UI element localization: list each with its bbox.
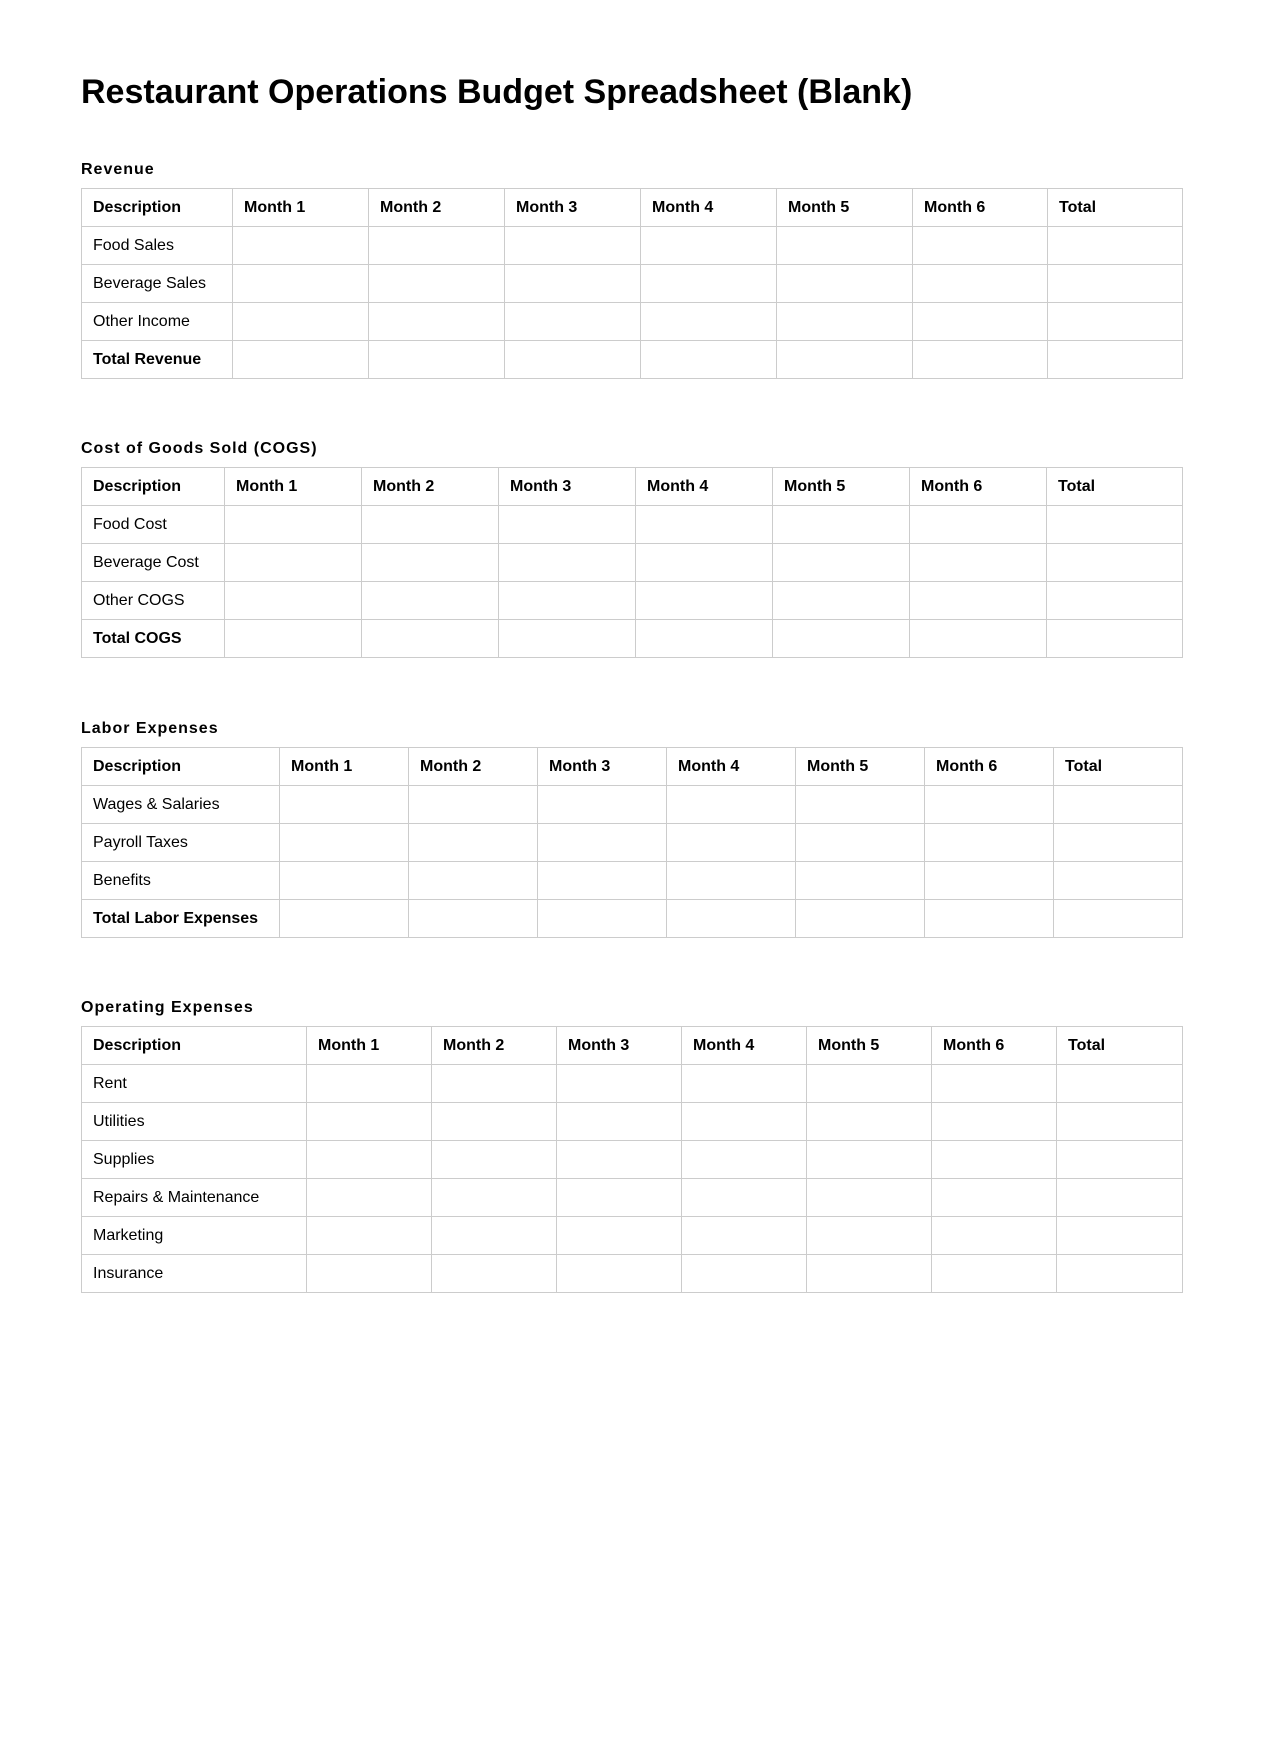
row-label-total: Total Revenue bbox=[82, 341, 233, 379]
column-header-month-2: Month 2 bbox=[362, 468, 499, 506]
column-header-month-3: Month 3 bbox=[499, 468, 636, 506]
row-label: Payroll Taxes bbox=[82, 824, 280, 862]
cell-month-5[interactable] bbox=[796, 786, 925, 824]
cell-month-5[interactable] bbox=[796, 862, 925, 900]
column-header-month-2: Month 2 bbox=[369, 189, 505, 227]
cell-total[interactable] bbox=[1057, 1255, 1183, 1293]
row-label: Supplies bbox=[82, 1141, 307, 1179]
cell-total[interactable] bbox=[1047, 620, 1183, 658]
row-label: Other COGS bbox=[82, 582, 225, 620]
cell-month-4[interactable] bbox=[641, 341, 777, 379]
cell-month-6[interactable] bbox=[925, 862, 1054, 900]
revenue-table bbox=[81, 188, 1183, 379]
page-title: Restaurant Operations Budget Spreadsheet (Blank) bbox=[81, 73, 913, 111]
cell-month-2[interactable] bbox=[409, 786, 538, 824]
column-header-month-6: Month 6 bbox=[910, 468, 1047, 506]
table-row bbox=[82, 1141, 1183, 1179]
column-header-month-5: Month 5 bbox=[777, 189, 913, 227]
cell-month-5[interactable] bbox=[777, 303, 913, 341]
table-row bbox=[82, 862, 1183, 900]
cell-month-1[interactable] bbox=[225, 620, 362, 658]
cell-month-1[interactable] bbox=[280, 900, 409, 938]
column-header-description: Description bbox=[82, 1027, 307, 1065]
row-label-total: Total Labor Expenses bbox=[82, 900, 280, 938]
cell-month-2[interactable] bbox=[409, 900, 538, 938]
cell-month-5[interactable] bbox=[807, 1141, 932, 1179]
cell-month-1[interactable] bbox=[307, 1065, 432, 1103]
cell-month-5[interactable] bbox=[777, 341, 913, 379]
cell-month-5[interactable] bbox=[773, 620, 910, 658]
cell-month-2[interactable] bbox=[432, 1103, 557, 1141]
labor-heading: Labor Expenses bbox=[81, 720, 219, 737]
cell-month-4[interactable] bbox=[636, 582, 773, 620]
cell-month-4[interactable] bbox=[636, 620, 773, 658]
cell-month-3[interactable] bbox=[538, 862, 667, 900]
operating-table bbox=[81, 1026, 1183, 1293]
cell-month-6[interactable] bbox=[913, 303, 1048, 341]
row-label: Rent bbox=[82, 1065, 307, 1103]
column-header-month-4: Month 4 bbox=[641, 189, 777, 227]
revenue-rows bbox=[82, 227, 1183, 379]
cell-month-1[interactable] bbox=[307, 1217, 432, 1255]
cell-month-5[interactable] bbox=[777, 227, 913, 265]
column-header-description: Description bbox=[82, 748, 280, 786]
row-label: Beverage Sales bbox=[82, 265, 233, 303]
cell-month-2[interactable] bbox=[432, 1141, 557, 1179]
cell-month-5[interactable] bbox=[807, 1103, 932, 1141]
operating-heading: Operating Expenses bbox=[81, 999, 254, 1016]
cell-month-4[interactable] bbox=[641, 227, 777, 265]
cell-month-6[interactable] bbox=[910, 506, 1047, 544]
column-header-month-2: Month 2 bbox=[409, 748, 538, 786]
cell-total[interactable] bbox=[1047, 506, 1183, 544]
row-label: Insurance bbox=[82, 1255, 307, 1293]
column-header-description: Description bbox=[82, 189, 233, 227]
cell-month-6[interactable] bbox=[913, 227, 1048, 265]
cell-month-3[interactable] bbox=[505, 227, 641, 265]
column-header-total: Total bbox=[1057, 1027, 1183, 1065]
cell-month-2[interactable] bbox=[432, 1065, 557, 1103]
cell-month-4[interactable] bbox=[682, 1065, 807, 1103]
cell-month-1[interactable] bbox=[280, 786, 409, 824]
cell-month-4[interactable] bbox=[682, 1141, 807, 1179]
cell-month-6[interactable] bbox=[913, 341, 1048, 379]
column-header-total: Total bbox=[1048, 189, 1183, 227]
cell-month-1[interactable] bbox=[280, 824, 409, 862]
cell-month-5[interactable] bbox=[777, 265, 913, 303]
cell-month-2[interactable] bbox=[369, 265, 505, 303]
column-header-month-1: Month 1 bbox=[307, 1027, 432, 1065]
cell-month-6[interactable] bbox=[910, 544, 1047, 582]
column-header-month-3: Month 3 bbox=[538, 748, 667, 786]
table-header-row bbox=[82, 468, 1183, 506]
row-label: Wages & Salaries bbox=[82, 786, 280, 824]
cell-month-1[interactable] bbox=[225, 544, 362, 582]
table-row bbox=[82, 506, 1183, 544]
cell-month-1[interactable] bbox=[307, 1255, 432, 1293]
cell-month-2[interactable] bbox=[362, 620, 499, 658]
table-row bbox=[82, 582, 1183, 620]
table-row bbox=[82, 544, 1183, 582]
cell-month-1[interactable] bbox=[225, 506, 362, 544]
cell-month-6[interactable] bbox=[932, 1065, 1057, 1103]
cell-month-3[interactable] bbox=[557, 1217, 682, 1255]
cell-month-2[interactable] bbox=[409, 824, 538, 862]
cell-month-4[interactable] bbox=[682, 1217, 807, 1255]
cell-month-1[interactable] bbox=[307, 1103, 432, 1141]
cell-month-2[interactable] bbox=[432, 1179, 557, 1217]
cell-total[interactable] bbox=[1057, 1217, 1183, 1255]
cell-month-6[interactable] bbox=[932, 1179, 1057, 1217]
table-row bbox=[82, 265, 1183, 303]
cell-month-5[interactable] bbox=[796, 824, 925, 862]
cell-month-4[interactable] bbox=[636, 544, 773, 582]
table-header-row bbox=[82, 1027, 1183, 1065]
cell-month-4[interactable] bbox=[682, 1255, 807, 1293]
cell-month-5[interactable] bbox=[773, 582, 910, 620]
table-row bbox=[82, 824, 1183, 862]
column-header-month-3: Month 3 bbox=[557, 1027, 682, 1065]
cell-month-4[interactable] bbox=[667, 862, 796, 900]
column-header-month-1: Month 1 bbox=[280, 748, 409, 786]
table-row bbox=[82, 1065, 1183, 1103]
cell-month-1[interactable] bbox=[233, 227, 369, 265]
column-header-month-5: Month 5 bbox=[773, 468, 910, 506]
cogs-table bbox=[81, 467, 1183, 658]
column-header-month-4: Month 4 bbox=[682, 1027, 807, 1065]
cell-month-1[interactable] bbox=[233, 265, 369, 303]
column-header-month-1: Month 1 bbox=[233, 189, 369, 227]
column-header-total: Total bbox=[1047, 468, 1183, 506]
row-label: Beverage Cost bbox=[82, 544, 225, 582]
cogs-heading: Cost of Goods Sold (COGS) bbox=[81, 440, 318, 457]
column-header-month-5: Month 5 bbox=[796, 748, 925, 786]
table-row bbox=[82, 900, 1183, 938]
cell-month-5[interactable] bbox=[807, 1255, 932, 1293]
cell-month-2[interactable] bbox=[362, 506, 499, 544]
cell-month-3[interactable] bbox=[499, 506, 636, 544]
cell-month-3[interactable] bbox=[505, 265, 641, 303]
cell-month-6[interactable] bbox=[910, 620, 1047, 658]
cell-total[interactable] bbox=[1048, 227, 1183, 265]
cell-month-6[interactable] bbox=[925, 786, 1054, 824]
cell-month-6[interactable] bbox=[925, 900, 1054, 938]
cell-month-4[interactable] bbox=[641, 303, 777, 341]
table-row bbox=[82, 1179, 1183, 1217]
table-row bbox=[82, 1217, 1183, 1255]
cell-total[interactable] bbox=[1057, 1141, 1183, 1179]
column-header-total: Total bbox=[1054, 748, 1183, 786]
row-label: Food Sales bbox=[82, 227, 233, 265]
cell-month-1[interactable] bbox=[225, 582, 362, 620]
cell-month-3[interactable] bbox=[557, 1103, 682, 1141]
table-header-row bbox=[82, 189, 1183, 227]
cell-month-2[interactable] bbox=[432, 1217, 557, 1255]
cell-total[interactable] bbox=[1054, 824, 1183, 862]
column-header-month-1: Month 1 bbox=[225, 468, 362, 506]
cell-total[interactable] bbox=[1048, 341, 1183, 379]
cell-total[interactable] bbox=[1047, 582, 1183, 620]
cell-month-3[interactable] bbox=[538, 786, 667, 824]
column-header-month-6: Month 6 bbox=[925, 748, 1054, 786]
table-row bbox=[82, 620, 1183, 658]
cell-month-4[interactable] bbox=[641, 265, 777, 303]
table-row bbox=[82, 1255, 1183, 1293]
cogs-rows bbox=[82, 506, 1183, 658]
cell-month-5[interactable] bbox=[807, 1065, 932, 1103]
cell-month-2[interactable] bbox=[369, 303, 505, 341]
operating-rows bbox=[82, 1065, 1183, 1293]
row-label: Repairs & Maintenance bbox=[82, 1179, 307, 1217]
cell-month-4[interactable] bbox=[636, 506, 773, 544]
cell-month-6[interactable] bbox=[913, 265, 1048, 303]
cell-month-3[interactable] bbox=[557, 1065, 682, 1103]
revenue-heading: Revenue bbox=[81, 161, 155, 178]
cell-month-6[interactable] bbox=[932, 1255, 1057, 1293]
row-label: Utilities bbox=[82, 1103, 307, 1141]
cell-total[interactable] bbox=[1054, 786, 1183, 824]
cell-month-3[interactable] bbox=[557, 1255, 682, 1293]
cell-month-5[interactable] bbox=[807, 1217, 932, 1255]
cell-month-2[interactable] bbox=[362, 544, 499, 582]
column-header-month-2: Month 2 bbox=[432, 1027, 557, 1065]
table-row bbox=[82, 786, 1183, 824]
labor-rows bbox=[82, 786, 1183, 938]
row-label: Other Income bbox=[82, 303, 233, 341]
cell-month-4[interactable] bbox=[667, 786, 796, 824]
cell-total[interactable] bbox=[1057, 1065, 1183, 1103]
cell-month-5[interactable] bbox=[773, 506, 910, 544]
table-row bbox=[82, 341, 1183, 379]
cell-month-5[interactable] bbox=[796, 900, 925, 938]
column-header-month-6: Month 6 bbox=[932, 1027, 1057, 1065]
cell-month-4[interactable] bbox=[667, 824, 796, 862]
cell-total[interactable] bbox=[1054, 862, 1183, 900]
cell-month-3[interactable] bbox=[505, 303, 641, 341]
cell-month-1[interactable] bbox=[233, 303, 369, 341]
cell-month-3[interactable] bbox=[557, 1179, 682, 1217]
cell-month-5[interactable] bbox=[773, 544, 910, 582]
column-header-month-6: Month 6 bbox=[913, 189, 1048, 227]
row-label: Benefits bbox=[82, 862, 280, 900]
cell-month-3[interactable] bbox=[538, 824, 667, 862]
cell-month-2[interactable] bbox=[362, 582, 499, 620]
table-row bbox=[82, 1103, 1183, 1141]
row-label-total: Total COGS bbox=[82, 620, 225, 658]
labor-table bbox=[81, 747, 1183, 938]
column-header-month-5: Month 5 bbox=[807, 1027, 932, 1065]
cell-month-2[interactable] bbox=[369, 341, 505, 379]
table-row bbox=[82, 303, 1183, 341]
cell-month-1[interactable] bbox=[307, 1179, 432, 1217]
cell-month-2[interactable] bbox=[369, 227, 505, 265]
cell-month-1[interactable] bbox=[233, 341, 369, 379]
cell-total[interactable] bbox=[1048, 265, 1183, 303]
column-header-month-4: Month 4 bbox=[636, 468, 773, 506]
cell-month-3[interactable] bbox=[557, 1141, 682, 1179]
cell-total[interactable] bbox=[1054, 900, 1183, 938]
cell-total[interactable] bbox=[1057, 1103, 1183, 1141]
column-header-description: Description bbox=[82, 468, 225, 506]
cell-month-2[interactable] bbox=[409, 862, 538, 900]
cell-month-3[interactable] bbox=[538, 900, 667, 938]
cell-month-3[interactable] bbox=[505, 341, 641, 379]
cell-month-5[interactable] bbox=[807, 1179, 932, 1217]
column-header-month-3: Month 3 bbox=[505, 189, 641, 227]
table-header-row bbox=[82, 748, 1183, 786]
cell-month-3[interactable] bbox=[499, 582, 636, 620]
row-label: Food Cost bbox=[82, 506, 225, 544]
cell-total[interactable] bbox=[1047, 544, 1183, 582]
cell-month-6[interactable] bbox=[932, 1217, 1057, 1255]
cell-month-6[interactable] bbox=[925, 824, 1054, 862]
cell-month-4[interactable] bbox=[682, 1179, 807, 1217]
table-row bbox=[82, 227, 1183, 265]
cell-month-3[interactable] bbox=[499, 620, 636, 658]
cell-month-6[interactable] bbox=[932, 1141, 1057, 1179]
cell-total[interactable] bbox=[1057, 1179, 1183, 1217]
cell-month-1[interactable] bbox=[307, 1141, 432, 1179]
cell-month-6[interactable] bbox=[910, 582, 1047, 620]
cell-month-6[interactable] bbox=[932, 1103, 1057, 1141]
cell-month-3[interactable] bbox=[499, 544, 636, 582]
row-label: Marketing bbox=[82, 1217, 307, 1255]
cell-month-4[interactable] bbox=[667, 900, 796, 938]
cell-month-1[interactable] bbox=[280, 862, 409, 900]
cell-month-4[interactable] bbox=[682, 1103, 807, 1141]
cell-month-2[interactable] bbox=[432, 1255, 557, 1293]
cell-total[interactable] bbox=[1048, 303, 1183, 341]
column-header-month-4: Month 4 bbox=[667, 748, 796, 786]
